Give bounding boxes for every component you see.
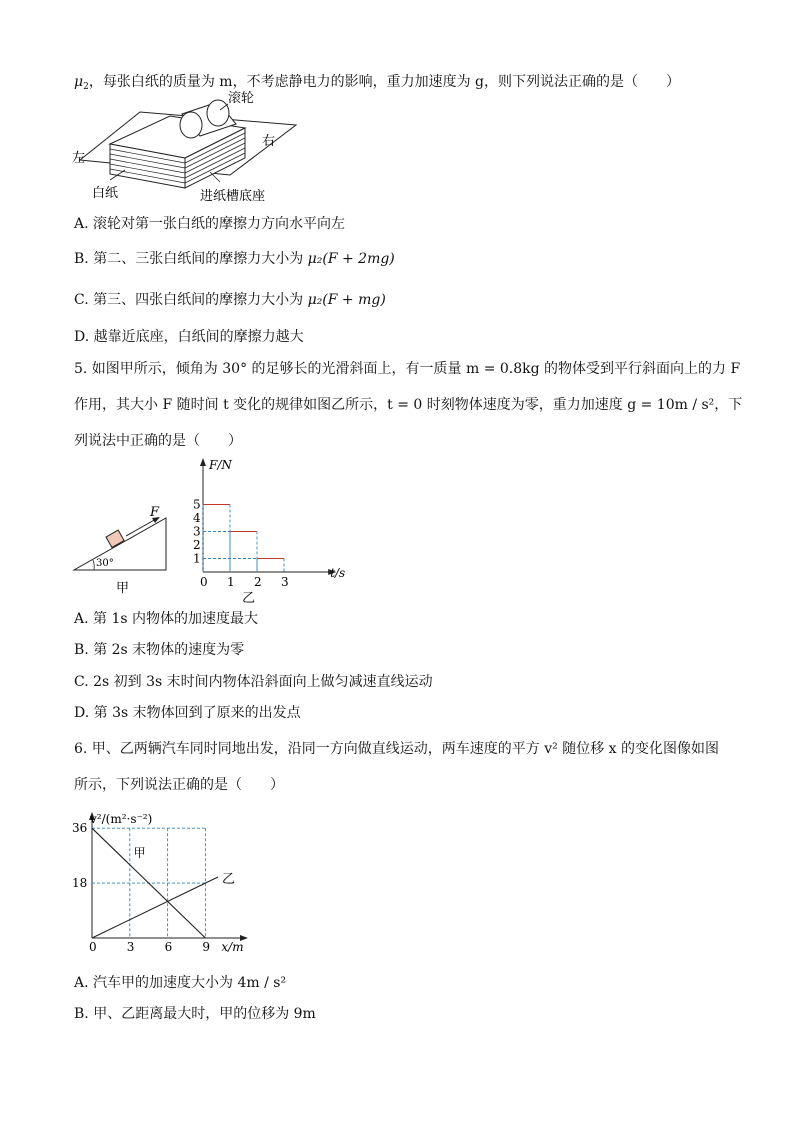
y-axis-label: v²/(m²·s⁻²) xyxy=(90,812,153,826)
q4-option-a: A. 滚轮对第一张白纸的摩擦力方向水平向左 xyxy=(74,216,346,232)
q4-option-c xyxy=(74,291,386,309)
angle-label: 30° xyxy=(96,558,114,569)
y-axis-arrow xyxy=(200,458,206,466)
q4-option-b-formula: μ₂(F + 2mg) xyxy=(307,251,395,267)
x-tick-label: 0 xyxy=(200,575,208,589)
x-tick-label: 1 xyxy=(227,575,235,589)
q5-stem-line1: 5. 如图甲所示，倾角为 30° 的足够长的光滑斜面上，有一质量 m = 0.8kg 的物体受到平行斜面向上的力 F xyxy=(74,361,741,377)
mu-subscript: 2 xyxy=(83,82,89,92)
q4-option-b-text: B. 第二、三张白纸间的摩擦力大小为 xyxy=(74,251,308,267)
x-tick-label: 3 xyxy=(281,575,289,589)
q4-option-c-formula: μ₂(F + mg) xyxy=(307,292,386,308)
incline-triangle xyxy=(74,518,166,570)
q5-option-b: B. 第 2s 末物体的速度为零 xyxy=(74,642,245,658)
series-label-jia: 甲 xyxy=(133,846,146,861)
x-tick-label: 2 xyxy=(254,575,262,589)
chart-caption: 乙 xyxy=(242,591,256,606)
q5-option-c: C. 2s 初到 3s 末时间内物体沿斜面向上做匀减速直线运动 xyxy=(74,674,433,690)
y-tick-label: 4 xyxy=(193,511,201,525)
y-tick-label: 5 xyxy=(193,497,201,512)
x-axis-label: x/m xyxy=(221,940,244,954)
q6-stem-line1: 6. 甲、乙两辆汽车同时同地出发，沿同一方向做直线运动，两车速度的平方 v² 随位移 x 的变化图像如图 xyxy=(74,741,720,757)
series-label-yi: 乙 xyxy=(222,872,236,887)
q4-intro xyxy=(74,73,680,91)
q5-stem-line2: 作用，其大小 F 随时间 t 变化的规律如图乙所示，t = 0 时刻物体速度为零，重力加速度 g = 10m / s²，下 xyxy=(74,397,743,413)
q5-option-a: A. 第 1s 内物体的加速度最大 xyxy=(74,611,259,627)
q4-intro-text: ，每张白纸的质量为 m，不考虑静电力的影响，重力加速度为 g，则下列说法正确的是（ ） xyxy=(88,74,680,90)
mu-symbol: μ xyxy=(74,74,84,90)
q4-option-c-text: C. 第三、四张白纸间的摩擦力大小为 xyxy=(74,292,308,308)
incline-figure xyxy=(70,500,180,600)
right-label: 右 xyxy=(262,134,276,149)
force-time-chart xyxy=(185,455,375,606)
incline-caption: 甲 xyxy=(116,581,130,596)
x-tick-label: 6 xyxy=(164,940,173,954)
velocity-squared-displacement-chart xyxy=(70,808,270,958)
force-label: F xyxy=(150,505,160,520)
q4-option-b xyxy=(74,250,395,268)
q6-option-a: A. 汽车甲的加速度大小为 4m / s² xyxy=(74,975,287,991)
q6-option-b: B. 甲、乙距离最大时，甲的位移为 9m xyxy=(74,1006,316,1022)
x-axis-label: t/s xyxy=(330,566,346,580)
q4-option-d: D. 越靠近底座，白纸间的摩擦力越大 xyxy=(74,329,304,345)
y-tick-label: 1 xyxy=(193,551,201,566)
q6-stem-line2: 所示，下列说法正确的是（ ） xyxy=(74,777,284,793)
y-tick-label: 36 xyxy=(72,821,88,836)
x-tick-label: 0 xyxy=(89,940,97,954)
x-tick-label: 3 xyxy=(126,940,135,954)
paper-label: 白纸 xyxy=(92,186,119,201)
paper-feeder-figure xyxy=(70,91,300,210)
series-line-yi xyxy=(92,877,218,938)
left-label: 左 xyxy=(72,151,86,166)
y-axis-label: F/N xyxy=(209,458,232,472)
y-tick-label: 18 xyxy=(72,876,88,891)
roller-label: 滚轮 xyxy=(228,91,255,106)
y-tick-label: 3 xyxy=(193,524,201,539)
y-tick-label: 2 xyxy=(193,538,201,552)
x-tick-label: 9 xyxy=(202,940,211,954)
q5-option-d: D. 第 3s 末物体回到了原来的出发点 xyxy=(74,705,301,721)
base-label: 进纸槽底座 xyxy=(200,189,266,204)
q5-stem-line3: 列说法中正确的是（ ） xyxy=(74,433,242,449)
